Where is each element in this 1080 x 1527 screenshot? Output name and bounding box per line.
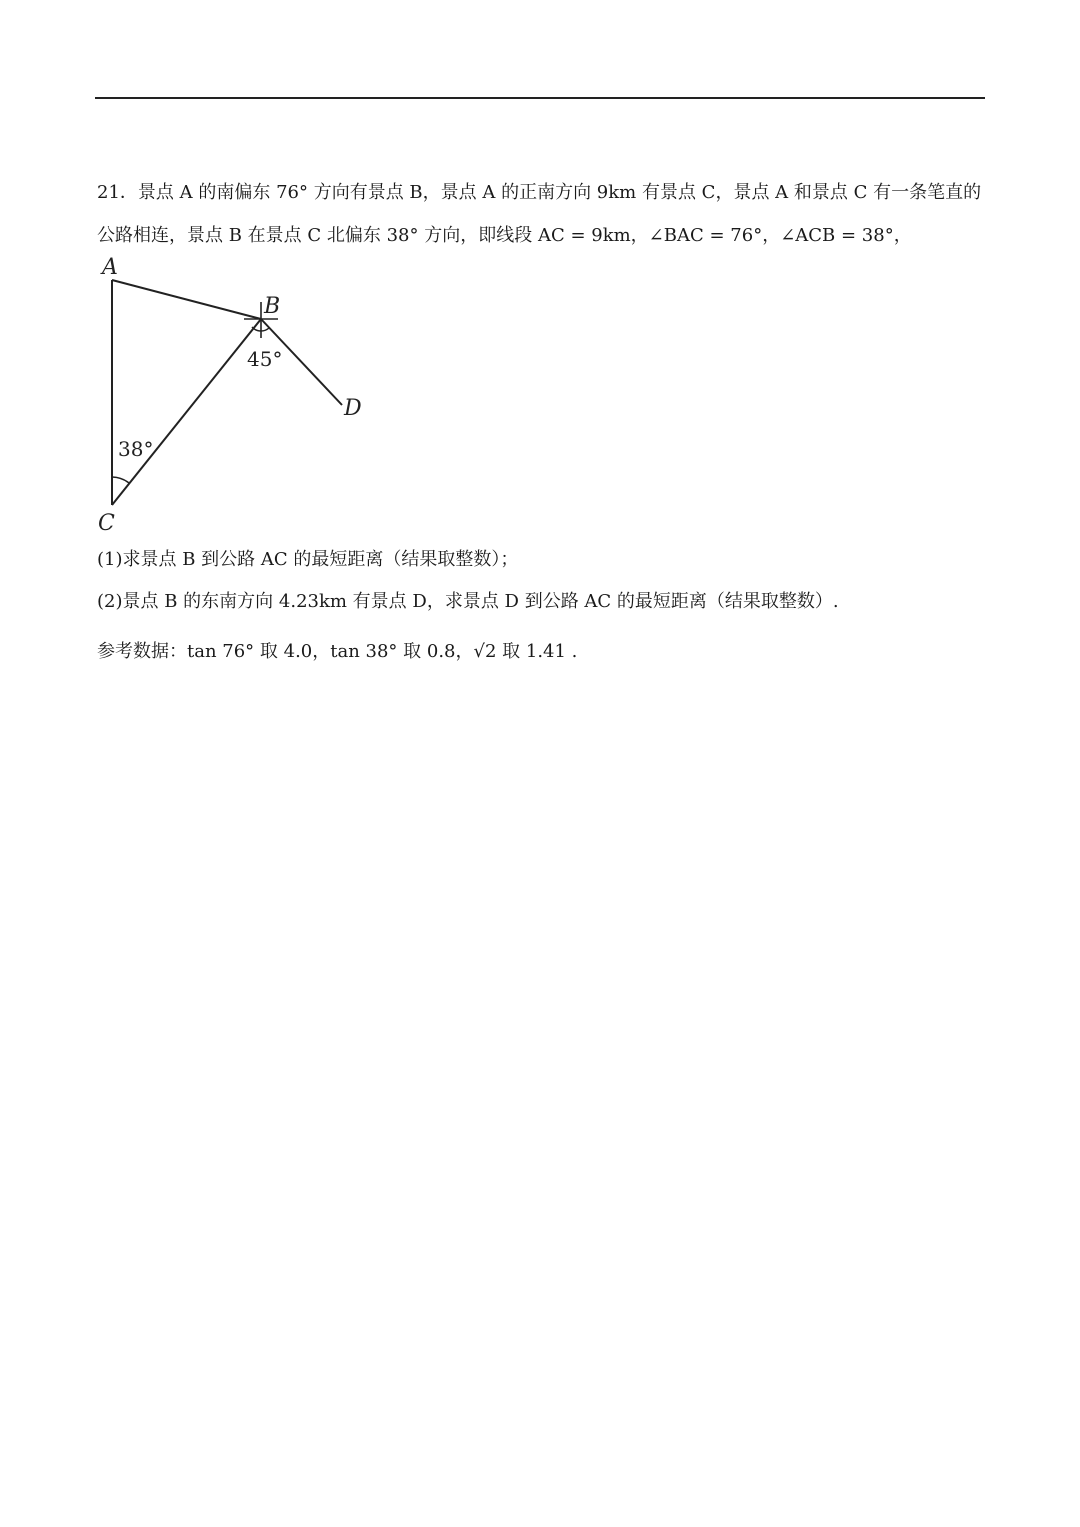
geometry-figure [92, 250, 372, 540]
segment-cb [112, 319, 261, 505]
reference-data: 参考数据：tan 76° 取 4.0，tan 38° 取 0.8，√2 取 1.41 . [97, 641, 578, 662]
angle-arc-c [112, 477, 129, 483]
segment-ab [112, 280, 261, 319]
header-rule [95, 97, 985, 99]
label-angle-b: 45° [247, 347, 283, 371]
question-part-2: (2)景点 B 的东南方向 4.23km 有景点 D，求景点 D 到公路 AC 的最短距离（结果取整数）. [97, 591, 839, 612]
label-point-b: B [264, 294, 281, 319]
question-intro-line-2: 公路相连，景点 B 在景点 C 北偏东 38° 方向，即线段 AC = 9km，∠BAC = 76°，∠ACB = 38°， [97, 225, 912, 246]
label-point-a: A [102, 255, 118, 280]
question-part-1: (1)求景点 B 到公路 AC 的最短距离（结果取整数）； [97, 549, 519, 570]
question-intro-line-1: 21．景点 A 的南偏东 76° 方向有景点 B，景点 A 的正南方向 9km 有景点 C，景点 A 和景点 C 有一条笔直的 [97, 182, 982, 203]
angle-arc-b-inner [252, 327, 261, 331]
label-point-d: D [344, 396, 362, 421]
angle-arc-b [261, 328, 269, 331]
label-point-c: C [98, 511, 115, 536]
label-angle-c: 38° [118, 437, 154, 461]
